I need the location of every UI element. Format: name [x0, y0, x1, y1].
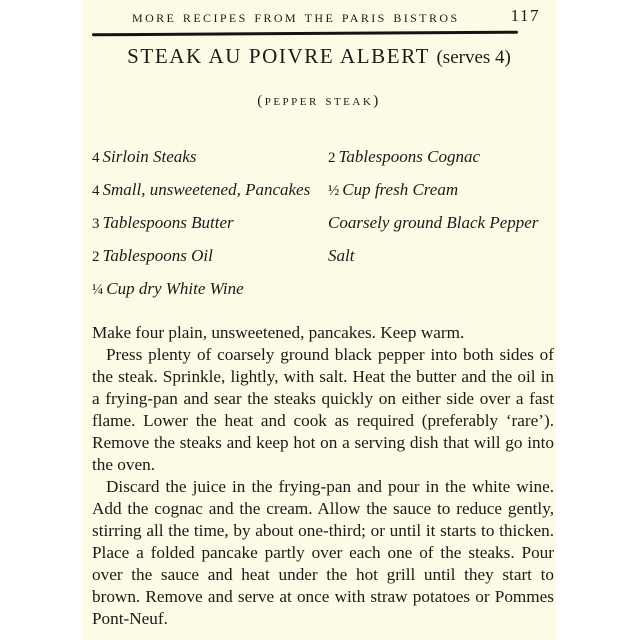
method-text [92, 322, 554, 630]
recipe-name: STEAK AU POIVRE ALBERT [127, 44, 430, 68]
ingredient-qty: 4 [92, 183, 100, 199]
running-head [92, 5, 552, 27]
recipe-title [82, 44, 556, 69]
ingredient-item [92, 146, 310, 179]
ingredient-item [92, 245, 310, 278]
page-number: 117 [510, 6, 540, 25]
ingredient-name: Tablespoons Cognac [338, 147, 481, 166]
running-head-title: more recipes from the paris bistros [132, 7, 460, 26]
ingredient-column-left [92, 146, 310, 311]
ingredient-item [328, 245, 538, 278]
ingredient-name: Cup fresh Cream [342, 180, 459, 199]
method-paragraph: Discard the juice in the frying-pan and pour in the white wine. Add the cognac and the cream. Allow the sauce to reduce gently, stirring all the time, by about one-third; or until it starts to thicken. Place a folded pancake partly over each one of the steaks. Pour over the sauce and heat under the hot grill until they start to brown. Remove and serve at once with straw potatoes or Pommes Pont-Neuf. [92, 477, 554, 628]
ingredient-item [92, 212, 310, 245]
subtitle-text: pepper steak [264, 92, 374, 109]
ingredient-name: Tablespoons Oil [102, 246, 213, 265]
ingredient-name: Sirloin Steaks [102, 147, 197, 166]
ingredient-item [328, 212, 538, 245]
ingredient-qty: ¼ [92, 282, 104, 298]
ingredient-name: Coarsely ground Black Pepper [328, 213, 539, 232]
ingredient-item [92, 278, 310, 311]
subtitle-open-paren: ( [257, 93, 265, 109]
ingredient-qty: ½ [328, 183, 340, 199]
ingredient-name: Salt [328, 246, 355, 265]
ingredient-qty: 3 [92, 216, 100, 232]
method-paragraph: Make four plain, unsweetened, pancakes. Keep warm. [92, 323, 465, 342]
ingredient-name: Cup dry White Wine [106, 279, 244, 298]
ingredient-qty: 2 [92, 249, 100, 265]
ingredient-item [328, 179, 538, 212]
ingredient-item [328, 146, 538, 179]
header-rule-divider [92, 31, 518, 37]
recipe-subtitle [82, 92, 556, 110]
recipe-serves: (serves 4) [436, 47, 511, 68]
ingredient-name: Tablespoons Butter [102, 213, 234, 232]
method-paragraph: Press plenty of coarsely ground black pepper into both sides of the steak. Sprinkle, lightly, with salt. Heat the butter and the oil in a frying-pan and sear the steaks quickly on either side over a fast flame. Lower the heat and cook as required (preferably ‘rare’). Remove the steaks and keep hot on a serving dish that will go into the oven. [92, 345, 554, 474]
ingredient-column-right [328, 146, 538, 278]
ingredient-item [92, 179, 310, 212]
subtitle-close-paren: ) [373, 93, 381, 109]
book-page [82, 0, 556, 640]
ingredient-name: Small, unsweetened, Pancakes [102, 180, 311, 199]
ingredient-qty: 2 [328, 150, 336, 166]
ingredient-qty: 4 [92, 150, 100, 166]
